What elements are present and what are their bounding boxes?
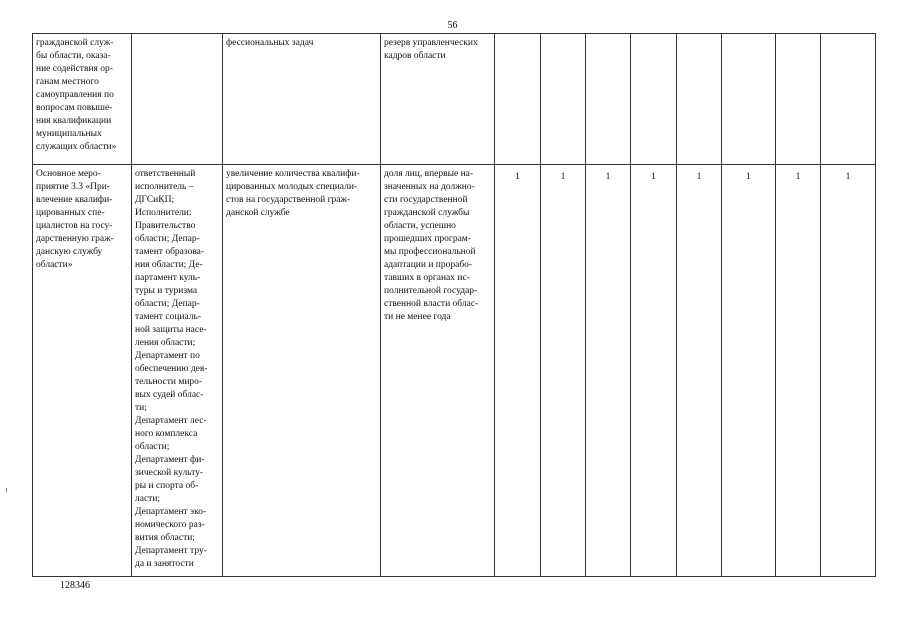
result-text: увеличение количества квалифи- цированных молодых специали- стов на государственной граж- данской службе: [226, 169, 360, 218]
value-cell: [541, 34, 586, 165]
value-cell: 1: [495, 165, 541, 577]
indicator-cell: [381, 34, 495, 165]
value-cell: [722, 34, 776, 165]
value-cell: [586, 34, 631, 165]
footer-code: 128346: [60, 580, 90, 591]
executor-cell: [132, 165, 223, 577]
value-cell: 1: [722, 165, 776, 577]
executor-text: ответственный исполнитель – ДГСиКП; Исполнители: Правительство области; Депар- тамент образова- ния области; Де- партамент куль- туры и туризма области; Депар- тамент социаль- ной защиты насе- ления области; Департамент по обеспечению дея- тельности миро- вых судей облас- ти; Департамент лес- ного комплекса области; Департамент фи- зической культу- ры и спорта об- ласти; Департамент эко- номического раз- вития области; Департамент тру- да и занятости: [135, 169, 208, 569]
value-cell: 1: [677, 165, 722, 577]
value-cell: 1: [631, 165, 677, 577]
indicator-cell: [381, 165, 495, 577]
table-row: [33, 165, 876, 577]
program-table: [32, 33, 876, 577]
value-cell: [495, 34, 541, 165]
activity-text: гражданской служ- бы области, оказа- ние содействия ор- ганам местного самоуправления по вопросам повыше- ния квалификации муниципальных служащих области»: [36, 38, 117, 152]
value-cell: [776, 34, 821, 165]
value-cell: [677, 34, 722, 165]
margin-mark: [6, 488, 7, 492]
activity-cell: [33, 34, 132, 165]
table-row: [33, 34, 876, 165]
executor-cell: [132, 34, 223, 165]
activity-cell: [33, 165, 132, 577]
indicator-text: резерв управленческих кадров области: [384, 38, 478, 61]
value-cell: 1: [586, 165, 631, 577]
value-cell: [821, 34, 876, 165]
activity-text: Основное меро- приятие 3.3 «При- влечение квалифи- цированных спе- циалистов на госу- дарственную граж- данскую службу области»: [36, 169, 114, 270]
value-cell: 1: [776, 165, 821, 577]
indicator-text: доля лиц, впервые на- значенных на должно- сти государственной гражданской службы области, успешно прошедших програм- мы профессиональной адаптации и прорабо- тавших в органах ис- полнительной государ- ственной власти облас- ти не менее года: [384, 169, 479, 322]
result-text: фессиональных задач: [226, 38, 314, 48]
page-number: 56: [447, 20, 458, 31]
value-cell: 1: [541, 165, 586, 577]
value-cell: [631, 34, 677, 165]
value-cell: 1: [821, 165, 876, 577]
result-cell: [223, 34, 381, 165]
result-cell: [223, 165, 381, 577]
